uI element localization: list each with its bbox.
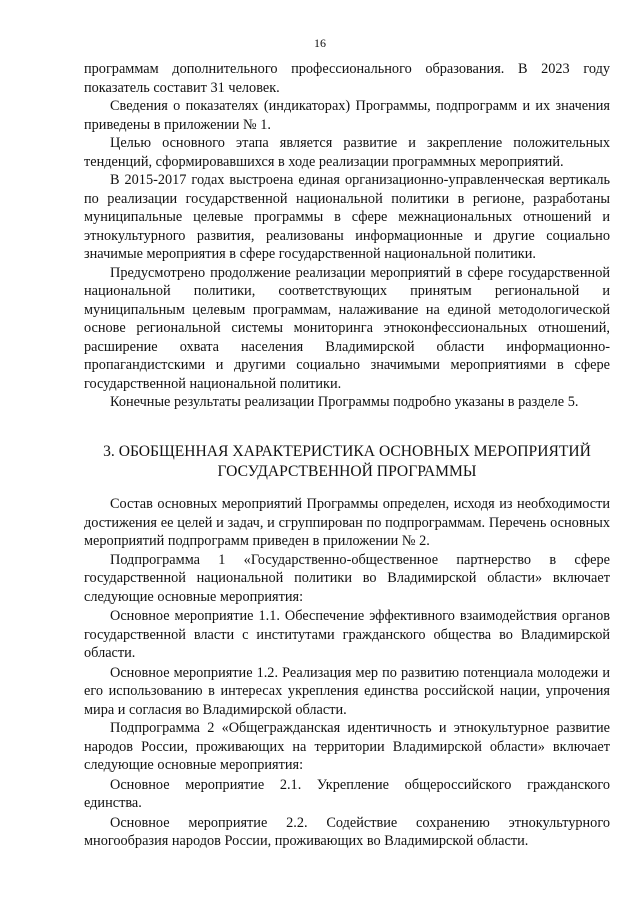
paragraph: Подпрограмма 2 «Общегражданская идентичность и этнокультурное развитие народов России, проживающих на территории Владимирской области» включает следующие основные мероприятия: — [84, 720, 610, 773]
body-text-bottom — [84, 495, 610, 851]
paragraph: Предусмотрено продолжение реализации мероприятий в сфере государственной национальной политики, соответствующих принятым региональной и муниципальным целевым программам, налаживание на единой методологической основе региональной системы мониторинга этноконфессиональных отношений, расширение охвата населения Владимирской области информационно-пропагандистскими и другими социально значимыми мероприятиями в сфере государственной национальной политики. — [84, 264, 610, 392]
section-heading-line: ГОСУДАРСТВЕННОЙ ПРОГРАММЫ — [217, 463, 477, 480]
section-heading-line: 3. ОБОБЩЕННАЯ ХАРАКТЕРИСТИКА ОСНОВНЫХ МЕРОПРИЯТИЙ — [103, 443, 591, 460]
paragraph: В 2015-2017 годах выстроена единая организационно-управленческая вертикаль по реализации государственной национальной политики в регионе, разработаны муниципальные целевые программы в сфере межнациональных отношений и этнокультурного развития, реализованы информационные и другие социально значимые мероприятия в сфере государственной национальной политики. — [84, 172, 610, 262]
paragraph: Подпрограмма 1 «Государственно-общественное партнерство в сфере государственной национальной политики во Владимирской области» включает следующие основные мероприятия: — [84, 551, 610, 605]
paragraph: программам дополнительного профессионального образования. В 2023 году показатель составит 31 человек. — [84, 61, 610, 96]
paragraph: Основное мероприятие 1.2. Реализация мер по развитию потенциала молодежи и его использованию в интересах укрепления единства российской нации, упрочения мира и согласия во Владимирской области. — [84, 664, 610, 718]
page-number: 16 — [314, 36, 326, 50]
paragraph: Конечные результаты реализации Программы подробно указаны в разделе 5. — [110, 394, 579, 410]
paragraph: Основное мероприятие 2.1. Укрепление общероссийского гражданского единства. — [84, 776, 610, 811]
paragraph: Сведения о показателях (индикаторах) Программы, подпрограмм и их значения приведены в приложении № 1. — [84, 98, 610, 133]
body-text-top — [84, 60, 610, 412]
paragraph: Основное мероприятие 2.2. Содействие сохранению этнокультурного многообразия народов России, проживающих во Владимирской области. — [84, 814, 610, 849]
paragraph: Основное мероприятие 1.1. Обеспечение эффективного взаимодействия органов государственной власти с институтами гражданского общества во Владимирской области. — [84, 608, 610, 661]
section-heading — [84, 442, 610, 482]
paragraph: Целью основного этапа является развитие и закрепление положительных тенденций, сформировавшихся в ходе реализации программных мероприятий. — [84, 135, 610, 170]
paragraph: Состав основных мероприятий Программы определен, исходя из необходимости достижения ее целей и задач, и сгруппирован по подпрограммам. Перечень основных мероприятий подпрограмм приведен в приложении № 2. — [84, 496, 610, 549]
